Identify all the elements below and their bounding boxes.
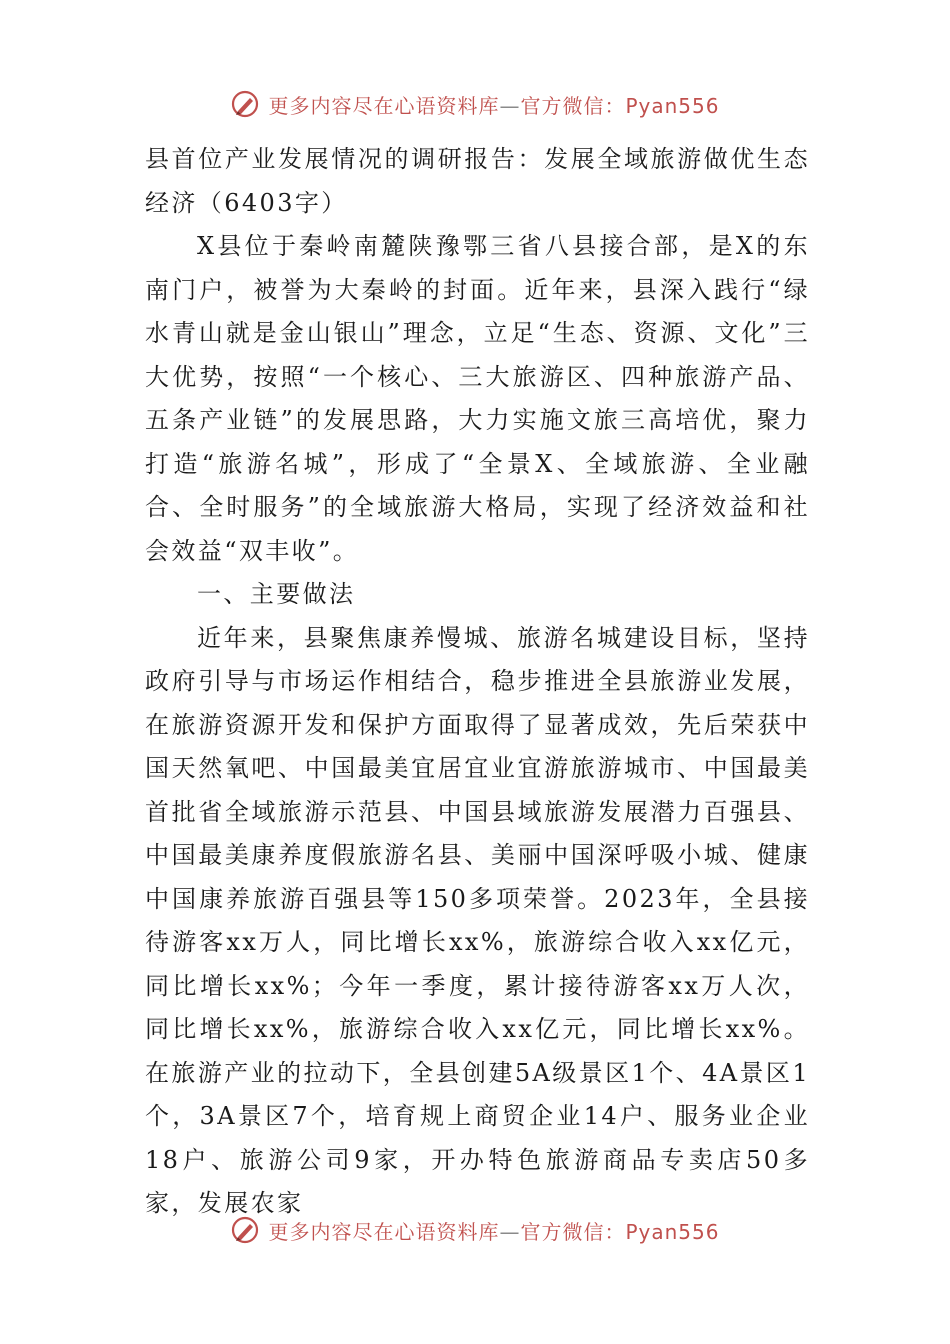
- intro-paragraph: X县位于秦岭南麓陕豫鄂三省八县接合部，是X的东南门户，被誉为大秦岭的封面。近年来，县深入践行“绿水青山就是金山银山”理念，立足“生态、资源、文化”三大优势，按照“一个核心、三大旅游区、四种旅游产品、五条产业链”的发展思路，大力实施文旅三高培优，聚力打造“旅游名城”，形成了“全景X、全域旅游、全业融合、全时服务”的全域旅游大格局，实现了经济效益和社会效益“双丰收”。: [145, 232, 810, 565]
- pen-logo-icon: [230, 1215, 260, 1245]
- section-paragraph: 近年来，县聚焦康养慢城、旅游名城建设目标，坚持政府引导与市场运作相结合，稳步推进全县旅游业发展，在旅游资源开发和保护方面取得了显著成效，先后荣获中国天然氧吧、中国最美宜居宜业宜游旅游城市、中国最美首批省全域旅游示范县、中国县域旅游发展潜力百强县、中国最美康养度假旅游名县、美丽中国深呼吸小城、健康中国康养旅游百强县等150多项荣誉。2023年，全县接待游客xx万人，同比增长xx%，旅游综合收入xx亿元，同比增长xx%；今年一季度，累计接待游客xx万人次，同比增长xx%，旅游综合收入xx亿元，同比增长xx%。在旅游产业的拉动下，全县创建5A级景区1个、4A景区1个，3A景区7个，培育规上商贸企业14户、服务业企业18户、旅游公司9家，开办特色旅游商品专卖店50多家，发展农家: [145, 623, 810, 1217]
- document-body: [145, 138, 810, 1226]
- watermark-banner-bottom: [0, 1212, 950, 1248]
- watermark-text: [268, 1216, 719, 1245]
- watermark-site-name: 更多内容尽在心语资料库: [268, 1219, 500, 1244]
- pen-logo-icon: [230, 89, 260, 119]
- watermark-wechat: 官方微信：Pyan556: [520, 93, 720, 118]
- watermark-text: [268, 90, 719, 119]
- section-heading: 一、主要做法: [197, 580, 356, 608]
- watermark-separator: —: [499, 1219, 521, 1244]
- document-title: 县首位产业发展情况的调研报告：发展全域旅游做优生态经济（6403字）: [145, 145, 810, 217]
- watermark-banner-top: [0, 86, 950, 122]
- watermark-site-name: 更多内容尽在心语资料库: [268, 93, 500, 118]
- watermark-separator: —: [499, 93, 521, 118]
- watermark-wechat: 官方微信：Pyan556: [520, 1219, 720, 1244]
